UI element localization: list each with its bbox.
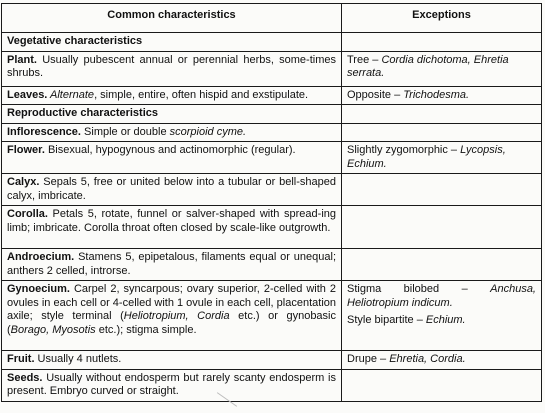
row-calyx: [2, 174, 542, 206]
label-inflorescence: Inflorescence.: [7, 125, 81, 138]
exception-gynoecium-1-taxa: Anchusa, Heliotropium indicum.: [347, 283, 536, 309]
exception-flower: [342, 142, 542, 174]
text-gynoecium-3: etc.); stigma simple.: [95, 323, 197, 336]
exception-plant-text: Tree –: [347, 53, 382, 66]
empty-cell: [342, 206, 542, 249]
row-leaves: [2, 86, 542, 105]
label-fruit: Fruit.: [7, 353, 35, 365]
empty-cell: [342, 105, 542, 124]
italic-leaves: Alternate: [47, 88, 95, 101]
label-leaves: Leaves.: [7, 88, 48, 101]
section-row-vegetative: [2, 33, 542, 52]
row-flower: [2, 142, 542, 174]
characteristics-table: [1, 3, 542, 402]
row-androecium: [2, 249, 542, 281]
cell-gynoecium: [2, 281, 342, 351]
cell-seeds: [2, 369, 342, 401]
exception-flower-text: Slightly zygomorphic –: [347, 144, 461, 156]
label-calyx: Calyx.: [7, 176, 40, 188]
exception-gynoecium-2: [347, 314, 536, 328]
label-seeds: Seeds.: [7, 371, 43, 384]
label-corolla: Corolla.: [7, 208, 48, 220]
header-exceptions: Exceptions: [342, 4, 542, 33]
cell-corolla: [2, 206, 342, 249]
empty-cell: [342, 33, 542, 52]
exception-plant-taxa: Cordia dichotoma, Ehretia serrata.: [347, 53, 509, 79]
label-gynoecium: Gynoecium.: [7, 283, 70, 295]
label-plant: Plant.: [7, 53, 37, 66]
row-plant: [2, 51, 542, 86]
row-seeds: [2, 369, 542, 401]
row-inflorescence: [2, 123, 542, 142]
label-flower: Flower.: [7, 144, 45, 156]
label-androecium: Androecium.: [7, 251, 75, 263]
section-heading-reproductive: Reproductive characteristics: [2, 105, 342, 124]
empty-cell: [342, 174, 542, 206]
empty-cell: [342, 249, 542, 281]
exception-leaves-taxa: Trichodesma.: [403, 88, 470, 101]
exception-gynoecium-1-text: Stigma bilobed –: [347, 283, 491, 295]
cell-flower: [2, 142, 342, 174]
italic-gynoecium-2: Borago, Myosotis: [10, 323, 96, 336]
header-common: Common characteristics: [2, 4, 342, 33]
exception-fruit: [342, 351, 542, 370]
exception-fruit-text: Drupe –: [347, 353, 390, 365]
exception-gynoecium-2-text: Style bipartite –: [347, 314, 426, 326]
text-androecium: Stamens 5, epipetalous, filaments equal or unequal; anthers 2 celled, introrse.: [7, 251, 336, 277]
exception-gynoecium: [342, 281, 542, 351]
exception-plant: [342, 51, 542, 86]
text-flower: Bisexual, hypogynous and actinomorphic (regular).: [44, 144, 296, 156]
text-gynoecium-1: Carpel 2, syncarpous; ovary superior, 2-celled with 2 ovules in each cell or 4-celled with 1 ovule in each cell, placentation axile; style terminal (: [7, 283, 336, 322]
exception-flower-taxa: Lycopsis, Echium.: [347, 144, 506, 170]
cell-plant: [2, 51, 342, 86]
text-plant: Usually pubescent annual or perennial herbs, some-times shrubs.: [7, 53, 336, 79]
cell-inflorescence: [2, 123, 342, 142]
italic-gynoecium-1: Heliotropium, Cordia: [123, 310, 230, 322]
cell-fruit: [2, 351, 342, 370]
italic-inflorescence: scorpioid cyme.: [169, 125, 247, 138]
row-corolla: [2, 206, 542, 249]
text-leaves: , simple, entire, often hispid and exstipulate.: [94, 88, 309, 101]
text-inflorescence: Simple or double: [80, 125, 170, 138]
exception-leaves: [342, 86, 542, 105]
cell-leaves: [2, 86, 342, 105]
text-gynoecium-2: etc.) or gynobasic (: [7, 310, 336, 336]
text-calyx: Sepals 5, free or united below into a tubular or bell-shaped calyx, imbricate.: [7, 176, 336, 202]
exception-fruit-taxa: Ehretia, Cordia.: [389, 353, 466, 365]
row-fruit: [2, 351, 542, 370]
cell-calyx: [2, 174, 342, 206]
text-seeds: Usually without endosperm but rarely scanty endosperm is present. Embryo curved or straight.: [7, 371, 336, 397]
empty-cell: [342, 123, 542, 142]
exception-gynoecium-2-taxa: Echium.: [425, 314, 466, 326]
text-corolla: Petals 5, rotate, funnel or salver-shaped with spread-ing limb; imbricate. Corolla throat often closed by scale-like outgrowth.: [7, 208, 336, 234]
header-row: [2, 4, 542, 33]
section-heading-vegetative: Vegetative characteristics: [2, 33, 342, 52]
empty-cell: [342, 369, 542, 401]
row-gynoecium: [2, 281, 542, 351]
section-row-reproductive: [2, 105, 542, 124]
cell-androecium: [2, 249, 342, 281]
text-fruit: Usually 4 nutlets.: [34, 353, 122, 365]
exception-leaves-text: Opposite –: [347, 88, 404, 101]
